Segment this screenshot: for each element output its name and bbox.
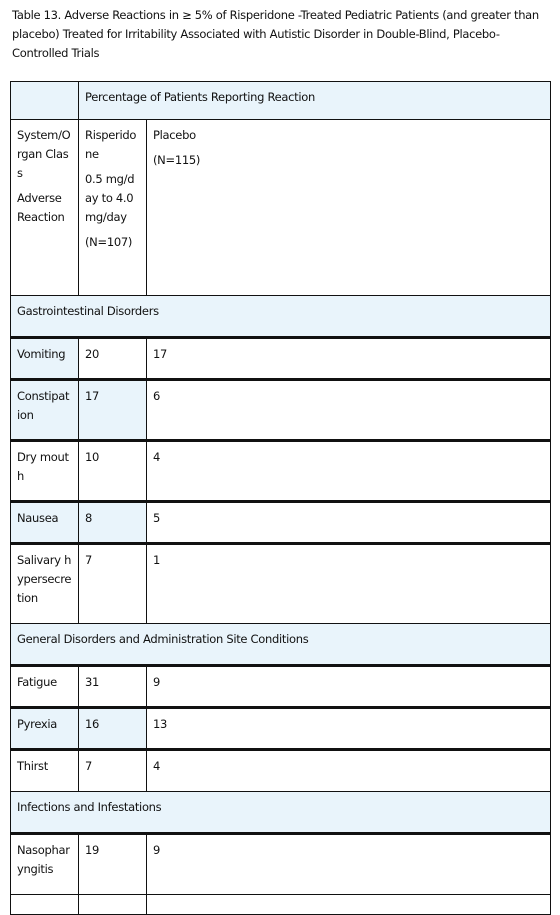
header-placebo bbox=[147, 120, 551, 296]
reaction-cell: Nausea bbox=[11, 502, 79, 544]
table-row bbox=[11, 338, 551, 380]
header-col2-line1: Risperidone bbox=[85, 128, 137, 161]
table-row bbox=[11, 750, 551, 792]
header-group-label: Percentage of Patients Reporting Reaction bbox=[79, 82, 551, 120]
placebo-cell: 13 bbox=[147, 708, 551, 750]
table-row bbox=[11, 380, 551, 441]
table-row bbox=[11, 544, 551, 624]
header-col3-line1: Placebo bbox=[153, 128, 196, 142]
table-row bbox=[11, 502, 551, 544]
header-blank-cell bbox=[11, 82, 79, 120]
reaction-cell: Vomiting bbox=[11, 338, 79, 380]
table-row bbox=[11, 708, 551, 750]
header-col1-line2: Adverse Reaction bbox=[17, 191, 65, 224]
section-title: Gastrointestinal Disorders bbox=[11, 296, 551, 338]
reaction-cell: Thirst bbox=[11, 750, 79, 792]
risperidone-cell: 17 bbox=[79, 380, 147, 441]
reaction-cell: Constipation bbox=[11, 380, 79, 441]
risperidone-cell: 16 bbox=[79, 708, 147, 750]
section-title: General Disorders and Administration Site Conditions bbox=[11, 624, 551, 666]
placebo-cell: 17 bbox=[147, 338, 551, 380]
adverse-reactions-table bbox=[10, 81, 551, 915]
placebo-cell: 4 bbox=[147, 441, 551, 502]
cut-off-cell bbox=[11, 895, 79, 915]
header-risperidone bbox=[79, 120, 147, 296]
placebo-cell: 5 bbox=[147, 502, 551, 544]
table-caption: Table 13. Adverse Reactions in ≥ 5% of Risperidone -Treated Pediatric Patients (and greater than placebo) Treated for Irritability Associated with Autistic Disorder in Double-Blind, Placebo- Controlled Trials bbox=[12, 8, 539, 60]
risperidone-cell: 7 bbox=[79, 750, 147, 792]
risperidone-cell: 10 bbox=[79, 441, 147, 502]
placebo-cell: 9 bbox=[147, 666, 551, 708]
placebo-cell: 1 bbox=[147, 544, 551, 624]
reaction-cell: Dry mouth bbox=[11, 441, 79, 502]
table-row bbox=[11, 666, 551, 708]
table-row bbox=[11, 441, 551, 502]
header-col3-line2: (N=115) bbox=[153, 153, 201, 167]
risperidone-cell: 31 bbox=[79, 666, 147, 708]
reaction-cell: Nasopharyngitis bbox=[11, 834, 79, 895]
header-col2-line2: 0.5 mg/day to 4.0 mg/day bbox=[85, 172, 135, 224]
placebo-cell: 4 bbox=[147, 750, 551, 792]
header-col1-line1: System/Organ Class bbox=[17, 128, 71, 180]
risperidone-cell: 8 bbox=[79, 502, 147, 544]
table-row bbox=[11, 834, 551, 895]
reaction-cell: Salivary hypersecretion bbox=[11, 544, 79, 624]
risperidone-cell: 19 bbox=[79, 834, 147, 895]
section-title: Infections and Infestations bbox=[11, 792, 551, 834]
header-col2-line3: (N=107) bbox=[85, 235, 133, 249]
reaction-cell: Fatigue bbox=[11, 666, 79, 708]
risperidone-cell: 20 bbox=[79, 338, 147, 380]
placebo-cell: 6 bbox=[147, 380, 551, 441]
header-system-organ-class bbox=[11, 120, 79, 296]
reaction-cell: Pyrexia bbox=[11, 708, 79, 750]
placebo-cell: 9 bbox=[147, 834, 551, 895]
risperidone-cell: 7 bbox=[79, 544, 147, 624]
cut-off-cell bbox=[79, 895, 147, 915]
cut-off-cell bbox=[147, 895, 551, 915]
